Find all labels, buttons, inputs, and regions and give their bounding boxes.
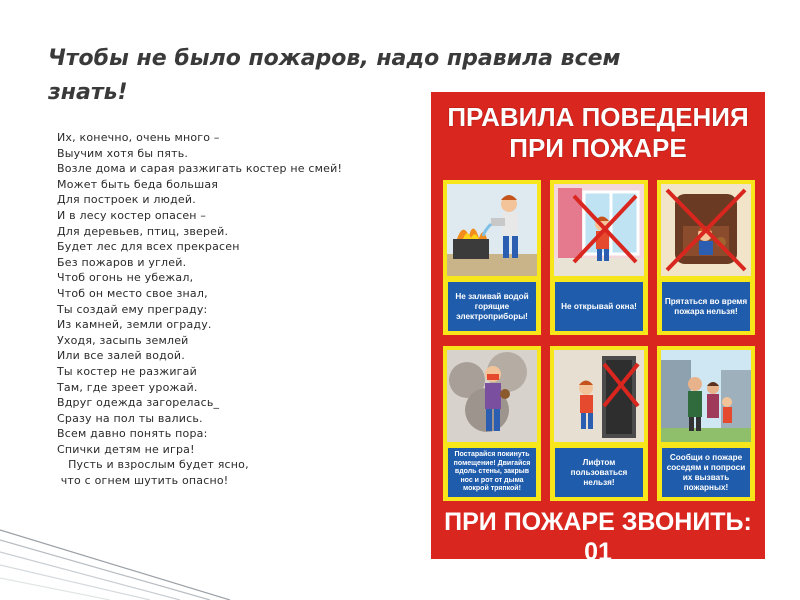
- crossed-out-elevator-icon: [554, 350, 644, 442]
- rule-panel-hiding: [657, 180, 755, 335]
- poem-line: Пусть и взрослым будет ясно,: [57, 458, 249, 472]
- poster-title: [431, 102, 765, 164]
- poem-line: что с огнем шутить опасно!: [57, 474, 229, 488]
- rule-panel-escape: [443, 346, 541, 501]
- poem-line: Уходя, засыпь землей: [57, 333, 189, 347]
- rule-panel-window: [550, 180, 648, 335]
- poem-line: Выучим хотя бы пять.: [57, 146, 189, 160]
- child-escaping-smoke-icon: [447, 350, 537, 442]
- poem-line: Их, конечно, очень много –: [57, 131, 220, 144]
- poem-line: Чтоб он место свое знал,: [57, 286, 208, 300]
- poem-line: Будет лес для всех прекрасен: [57, 240, 240, 254]
- poster-title-line2: ПРИ ПОЖАРЕ: [509, 133, 687, 163]
- poem-line: Возле дома и сарая разжигать костер не смей!: [57, 162, 343, 176]
- poem-line: Может быть беда большая: [57, 177, 219, 191]
- poem-line: Без пожаров и углей.: [57, 255, 187, 269]
- poem-line: Всем давно понять пора:: [57, 427, 208, 441]
- fire-safety-poster: [431, 92, 765, 566]
- rule-caption: Постарайся покинуть помещение! Двигайся вдоль стены, закрыв нос и рот от дыма мокрой тряпкой!: [448, 448, 536, 497]
- poem-line: Или все залей водой.: [57, 349, 185, 363]
- family-with-neighbors-icon: [661, 350, 751, 442]
- poster-title-line1: ПРАВИЛА ПОВЕДЕНИЯ: [447, 102, 749, 132]
- poem-line: Для деревьев, птиц, зверей.: [57, 224, 229, 238]
- rule-panel-elevator: [550, 346, 648, 501]
- poem-line: Сразу на пол ты вались.: [57, 411, 203, 425]
- poem-line: Для построек и людей.: [57, 193, 196, 207]
- slide-title: Чтобы не было пожаров, надо правила всем знать!: [48, 46, 621, 105]
- poem-line: Ты костер не разжигай: [57, 364, 197, 378]
- poem-text: [57, 130, 397, 489]
- rule-caption: Лифтом пользоваться нельзя!: [555, 448, 643, 497]
- crossed-out-open-window-icon: [554, 184, 644, 276]
- rule-caption: Не открывай окна!: [555, 282, 643, 331]
- poem-line: Спички детям не игра!: [57, 442, 195, 456]
- poem-line: Чтоб огонь не убежал,: [57, 271, 194, 285]
- rule-panel-water: [443, 180, 541, 335]
- rules-grid: [443, 180, 755, 502]
- poster-footer-emergency-number: ПРИ ПОЖАРЕ ЗВОНИТЬ: 01: [444, 508, 752, 566]
- decorative-stripes: [0, 510, 230, 600]
- poem-line: Там, где зреет урожай.: [57, 380, 198, 394]
- crossed-out-hiding-child-icon: [661, 184, 751, 276]
- rule-caption: Сообщи о пожаре соседям и попроси их вызвать пожарных!: [662, 448, 750, 497]
- rule-caption: Не заливай водой горящие электроприборы!: [448, 282, 536, 331]
- poem-line: Ты создай ему преграду:: [57, 302, 208, 316]
- poem-line: Из камней, земли ограду.: [57, 318, 212, 332]
- rule-panel-neighbors: [657, 346, 755, 501]
- boy-pouring-water-on-appliance-icon: [447, 184, 537, 276]
- poem-line: Вдруг одежда загорелась_: [57, 396, 220, 410]
- rule-caption: Прятаться во время пожара нельзя!: [662, 282, 750, 331]
- poem-line: И в лесу костер опасен –: [57, 208, 207, 222]
